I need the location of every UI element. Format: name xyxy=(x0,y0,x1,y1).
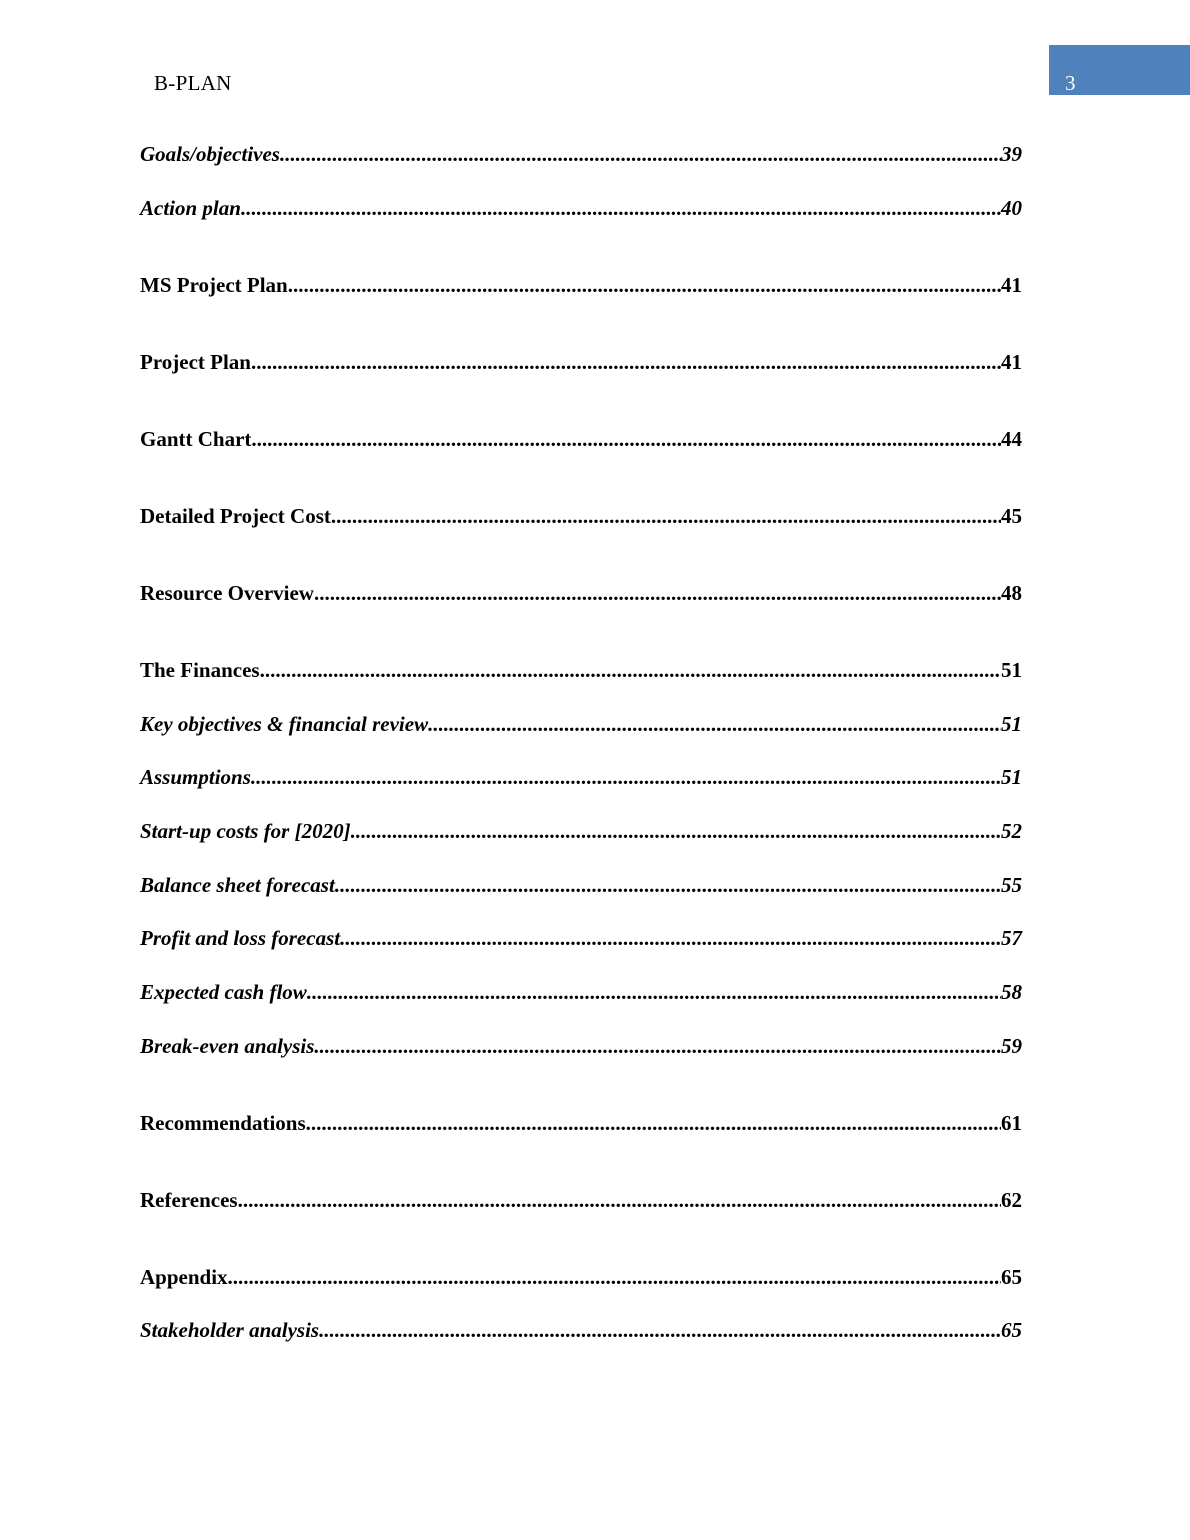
toc-dot-leader xyxy=(251,425,1001,453)
toc-dot-leader xyxy=(260,656,1001,684)
toc-entry-label: Goals/objectives xyxy=(140,142,280,166)
toc-entry-detailed-project-cost[interactable] xyxy=(140,502,1022,530)
toc-entry-page: 51 xyxy=(1001,658,1022,682)
toc-entry-page: 62 xyxy=(1001,1188,1022,1212)
toc-entry-label: Gantt Chart xyxy=(140,427,252,451)
toc-entry-page: 57 xyxy=(1001,926,1022,950)
toc-entry-label: Detailed Project Cost xyxy=(140,504,331,528)
toc-entry-page: 65 xyxy=(1001,1318,1022,1342)
page-number: 3 xyxy=(1065,71,1076,95)
toc-entry-page: 58 xyxy=(1001,980,1022,1004)
toc-entry-start-up-costs[interactable] xyxy=(140,817,1022,845)
toc-entry-page: 41 xyxy=(1001,273,1022,297)
toc-entry-gantt-chart[interactable] xyxy=(140,425,1022,453)
toc-entry-label: The Finances xyxy=(140,658,260,682)
toc-entry-page: 40 xyxy=(1001,196,1022,220)
toc-entry-references[interactable] xyxy=(140,1186,1022,1214)
toc-entry-label: Assumptions xyxy=(140,765,251,789)
toc-dot-leader xyxy=(428,710,1001,738)
toc-entry-appendix[interactable] xyxy=(140,1263,1022,1291)
toc-entry-assumptions[interactable] xyxy=(140,763,1022,791)
toc-dot-leader xyxy=(331,502,1001,530)
toc-dot-leader xyxy=(319,1316,1001,1344)
toc-dot-leader xyxy=(314,579,1001,607)
toc-entry-page: 44 xyxy=(1001,427,1022,451)
toc-entry-page: 61 xyxy=(1001,1111,1022,1135)
toc-entry-the-finances[interactable] xyxy=(140,656,1022,684)
toc-entry-label: Profit and loss forecast xyxy=(140,926,341,950)
toc-entry-balance-sheet-forecast[interactable] xyxy=(140,871,1022,899)
toc-entry-page: 52 xyxy=(1001,819,1022,843)
toc-entry-label: Break-even analysis xyxy=(140,1034,315,1058)
toc-entry-label: Stakeholder analysis xyxy=(140,1318,320,1342)
toc-entry-resource-overview[interactable] xyxy=(140,579,1022,607)
toc-entry-label: References xyxy=(140,1188,238,1212)
toc-entry-page: 59 xyxy=(1001,1034,1022,1058)
toc-entry-expected-cash-flow[interactable] xyxy=(140,978,1022,1006)
toc-entry-key-objectives[interactable] xyxy=(140,710,1022,738)
toc-dot-leader xyxy=(307,978,1001,1006)
toc-dot-leader xyxy=(238,1186,1001,1214)
toc-entry-page: 65 xyxy=(1001,1265,1022,1289)
toc-entry-ms-project-plan[interactable] xyxy=(140,271,1022,299)
toc-dot-leader xyxy=(251,763,1001,791)
toc-entry-page: 55 xyxy=(1001,873,1022,897)
toc-entry-page: 51 xyxy=(1001,765,1022,789)
toc-entry-project-plan[interactable] xyxy=(140,348,1022,376)
toc-dot-leader xyxy=(251,348,1001,376)
toc-dot-leader xyxy=(241,194,1001,222)
toc-entry-label: Key objectives & financial review xyxy=(140,712,429,736)
toc-entry-recommendations[interactable] xyxy=(140,1109,1022,1137)
header-title: B-PLAN xyxy=(154,71,232,95)
toc-entry-page: 41 xyxy=(1001,350,1022,374)
toc-entry-label: Recommendations xyxy=(140,1111,306,1135)
toc-entry-break-even-analysis[interactable] xyxy=(140,1032,1022,1060)
toc-dot-leader xyxy=(280,140,1001,168)
toc-entry-label: Expected cash flow xyxy=(140,980,307,1004)
toc-entry-page: 39 xyxy=(1001,142,1022,166)
toc-dot-leader xyxy=(351,817,1001,845)
toc-entry-stakeholder-analysis[interactable] xyxy=(140,1316,1022,1344)
toc-entry-label: Start-up costs for [2020] xyxy=(140,819,351,843)
toc-dot-leader xyxy=(314,1032,1001,1060)
toc-entry-label: Project Plan xyxy=(140,350,251,374)
toc-entry-label: Appendix xyxy=(140,1265,228,1289)
toc-dot-leader xyxy=(288,271,1001,299)
toc-entry-goals-objectives[interactable] xyxy=(140,140,1022,168)
toc-entry-profit-and-loss-forecast[interactable] xyxy=(140,924,1022,952)
toc-entry-label: Resource Overview xyxy=(140,581,314,605)
toc-entry-label: Action plan xyxy=(140,196,241,220)
toc-entry-page: 48 xyxy=(1001,581,1022,605)
toc-entry-label: Balance sheet forecast xyxy=(140,873,335,897)
toc-entry-page: 45 xyxy=(1001,504,1022,528)
toc-entry-action-plan[interactable] xyxy=(140,194,1022,222)
toc-dot-leader xyxy=(306,1109,1001,1137)
toc-dot-leader xyxy=(340,924,1001,952)
toc-dot-leader xyxy=(335,871,1001,899)
toc-entry-page: 51 xyxy=(1001,712,1022,736)
toc-dot-leader xyxy=(228,1263,1001,1291)
page-number-box xyxy=(1049,45,1190,95)
toc-entry-label: MS Project Plan xyxy=(140,273,288,297)
